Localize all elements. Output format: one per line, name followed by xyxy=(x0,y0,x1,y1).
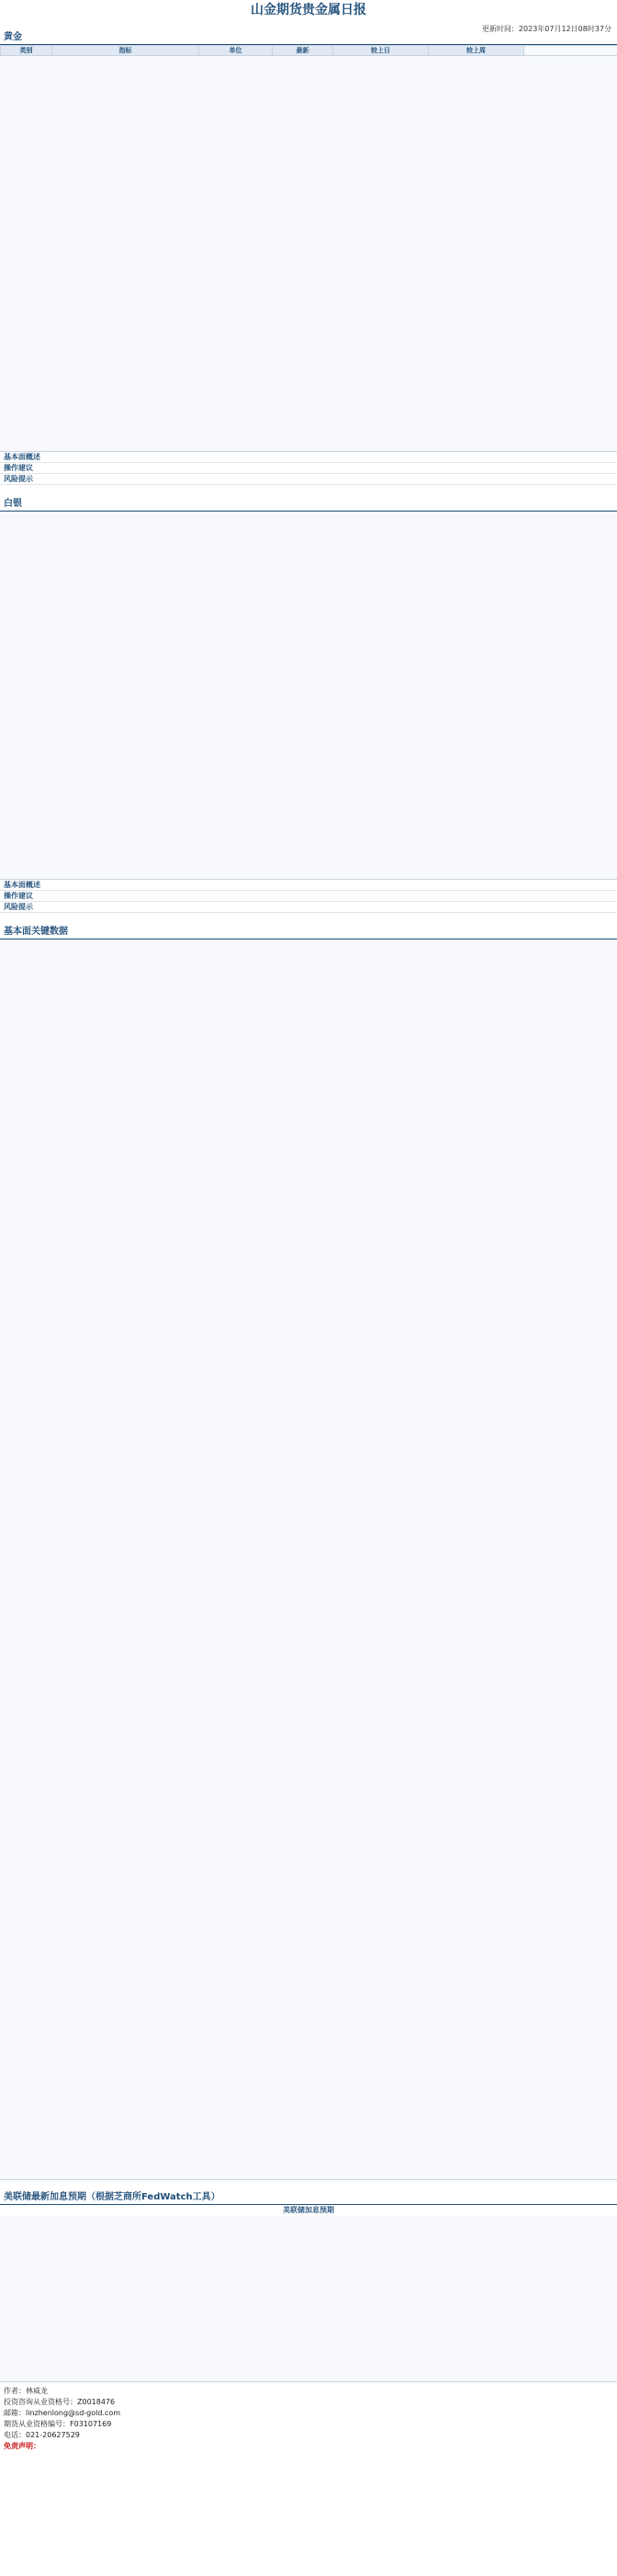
license2: 期货从业资格编号：F03107169 xyxy=(4,2420,112,2428)
section-silver: 白银 xyxy=(0,498,617,512)
silver-note-fundamentals: 基本面概述 xyxy=(0,880,617,891)
gold-note-fundamentals xyxy=(0,452,617,463)
silver-note-risk: 风险提示 xyxy=(0,902,617,913)
macro-body xyxy=(0,939,617,2180)
disclaimer: 免责声明： xyxy=(4,2442,40,2450)
advice-label: 操作建议 xyxy=(4,464,33,472)
section-fedwatch: 美联储最新加息预期（根据芝商所FedWatch工具） xyxy=(0,2191,617,2205)
phone: 电话：021-20627529 xyxy=(4,2431,80,2439)
footer xyxy=(0,2382,617,2456)
silver-note-advice: 操作建议 xyxy=(0,891,617,902)
gold-note-advice xyxy=(0,463,617,474)
col-prev-week: 较上周 xyxy=(429,46,524,56)
col-indicator: 指标 xyxy=(52,46,199,56)
license: 投资咨询从业资格号：Z0018476 xyxy=(4,2398,116,2406)
section-gold: 黄金 xyxy=(0,31,617,45)
gold-body xyxy=(0,56,617,452)
col-category: 类别 xyxy=(1,46,52,56)
author: 作者：林威龙 xyxy=(4,2387,48,2395)
col-unit: 单位 xyxy=(199,46,273,56)
fedwatch-header: 美联储加息预期 xyxy=(283,2206,334,2214)
col-latest: 最新 xyxy=(273,46,333,56)
col-extra xyxy=(524,46,617,56)
fedwatch-body xyxy=(0,2216,617,2382)
risk-label: 风险提示 xyxy=(4,475,33,483)
report-title: 山金期货贵金属日报 xyxy=(251,3,366,17)
fundamentals-label: 基本面概述 xyxy=(4,453,40,461)
silver-body xyxy=(0,512,617,880)
updated-time: 更新时间：2023年07月12日08时37分 xyxy=(481,25,611,33)
gold-note-risk xyxy=(0,474,617,485)
col-prev-day: 较上日 xyxy=(333,46,429,56)
gold-table xyxy=(0,45,617,56)
section-macro: 基本面关键数据 xyxy=(0,926,617,939)
email: 邮箱：linzhenlong@sd-gold.com xyxy=(4,2409,121,2417)
